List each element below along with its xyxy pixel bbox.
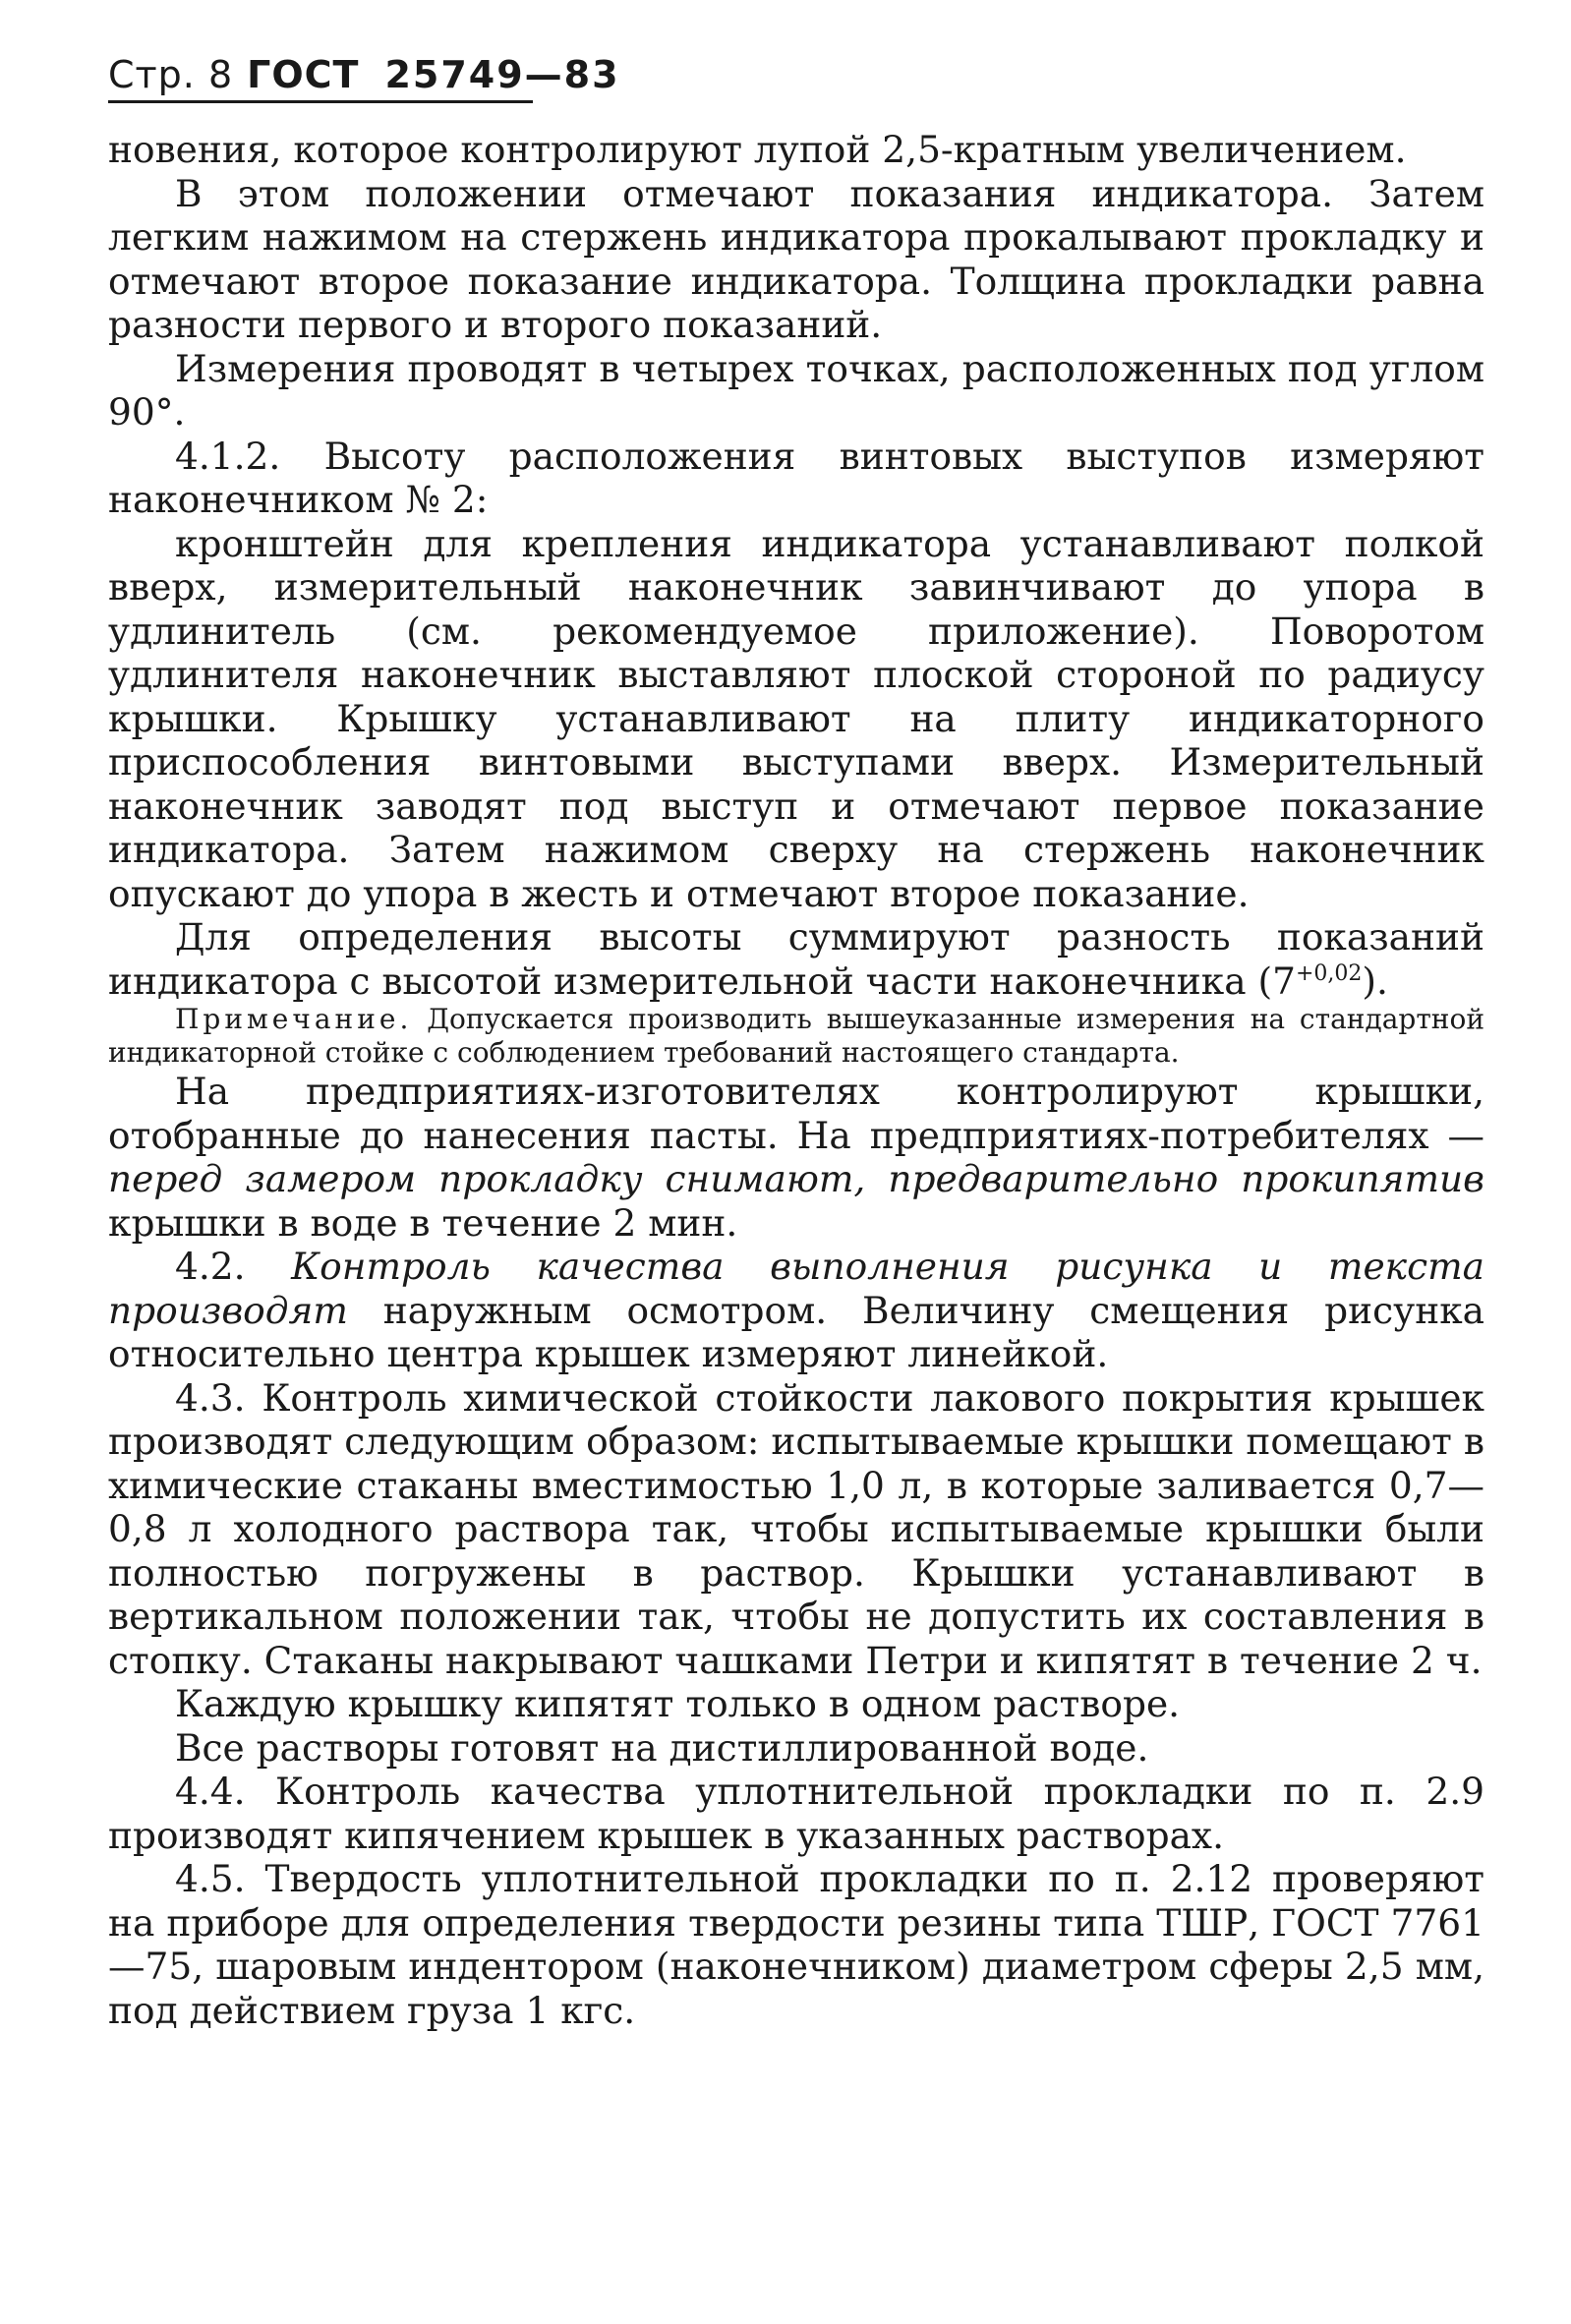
manufacturers-italic: перед замером прокладку снимают, предварительно прокипятив (108, 1157, 1484, 1200)
paragraph-section-4-5: 4.5. Твердость уплотнительной прокладки по п. 2.12 проверяют на приборе для определения твердости резины типа ТШР, ГОСТ 7761—75, шаровым индентором (наконечником) диаметром сферы 2,5 мм, под действием груза 1 кгс. (108, 1857, 1484, 2032)
standard-number: 25749—83 (384, 53, 620, 96)
paragraph-section-4-4: 4.4. Контроль качества уплотнительной прокладки по п. 2.9 производят кипячением крышек в указанных растворах. (108, 1770, 1484, 1857)
paragraph-section-4-2 (108, 1245, 1484, 1376)
paragraph-indicator-readings: В этом положении отмечают показания индикатора. Затем легким нажимом на стержень индикатора прокалывают прокладку и отмечают второе показание индикатора. Толщина прокладки равна разности первого и второго показаний. (108, 171, 1484, 346)
header-rule (108, 100, 533, 103)
paragraph-distilled-water: Все растворы готовят на дистиллированной воде. (175, 1725, 1149, 1770)
manufacturers-end: крышки в воде в течение 2 мин. (108, 1200, 738, 1245)
document-body (108, 128, 1484, 2032)
paragraph-bracket-procedure: кронштейн для крепления индикатора устанавливают полкой вверх, измерительный наконечник завинчивают до упора в удлинитель (см. рекомендуемое приложение). Поворотом удлинителя наконечник выставляют плоской стороной по радиусу крышки. Крышку устанавливают на плиту индикаторного приспособления винтовыми выступами вверх. Измерительный наконечник заводят под выступ и отмечают первое показание индикатора. Затем нажимом сверху на стержень наконечник опускают до упора в жесть и отмечают второе показание. (108, 521, 1484, 915)
note-label: Примечание. (175, 1003, 413, 1035)
paragraph-continuation: новения, которое контролируют лупой 2,5-кратным увеличением. (108, 128, 1407, 171)
section-4-2-number: 4.2. (175, 1245, 292, 1288)
manufacturers-text: На предприятиях-изготовителях контролируют крышки, отобранные до нанесения пасты. На предприятиях-потребителях — (108, 1070, 1484, 1157)
section-4-2-italic: Контроль качества выполнения рисунка и текста производят (108, 1245, 1484, 1332)
height-definition-text: Для определения высоты суммируют разность показаний индикатора с высотой измерительной части наконечника (7 (108, 915, 1484, 1003)
paragraph-measurement-points: Измерения проводят в четырех точках, расположенных под углом 90°. (108, 346, 1484, 434)
paragraph-manufacturers (108, 1070, 1484, 1245)
page-number: Стр. 8 (108, 53, 234, 96)
page-header (108, 39, 1484, 110)
paragraph-boiling-one-solution: Каждую крышку кипятят только в одном растворе. (175, 1682, 1181, 1725)
document-page (108, 39, 1484, 2032)
note-text: Допускается производить вышеуказанные измерения на стандартной индикаторной стойке с соблюдением требований настоящего стандарта. (108, 1003, 1484, 1069)
tolerance-superscript: +0,02 (1295, 960, 1363, 986)
section-4-2-end: наружным осмотром. Величину смещения рисунка относительно центра крышек измеряют линейкой. (108, 1288, 1484, 1375)
paragraph-section-4-1-2: 4.1.2. Высоту расположения винтовых выступов измеряют наконечником № 2: (108, 434, 1484, 521)
note (108, 1003, 1484, 1070)
height-definition-end: ). (1362, 959, 1388, 1003)
paragraph-height-definition (108, 915, 1484, 1003)
paragraph-section-4-3: 4.3. Контроль химической стойкости лакового покрытия крышек производят следующим образом: испытываемые крышки помещают в химические стаканы вместимостью 1,0 л, в которые заливается 0,7—0,8 л холодного раствора так, чтобы испытываемые крышки были полностью погружены в раствор. Крышки устанавливают в вертикальном положении так, чтобы не допустить их составления в стопку. Стаканы накрывают чашками Петри и кипятят в течение 2 ч. (108, 1375, 1484, 1682)
gost-label: ГОСТ (247, 53, 360, 96)
